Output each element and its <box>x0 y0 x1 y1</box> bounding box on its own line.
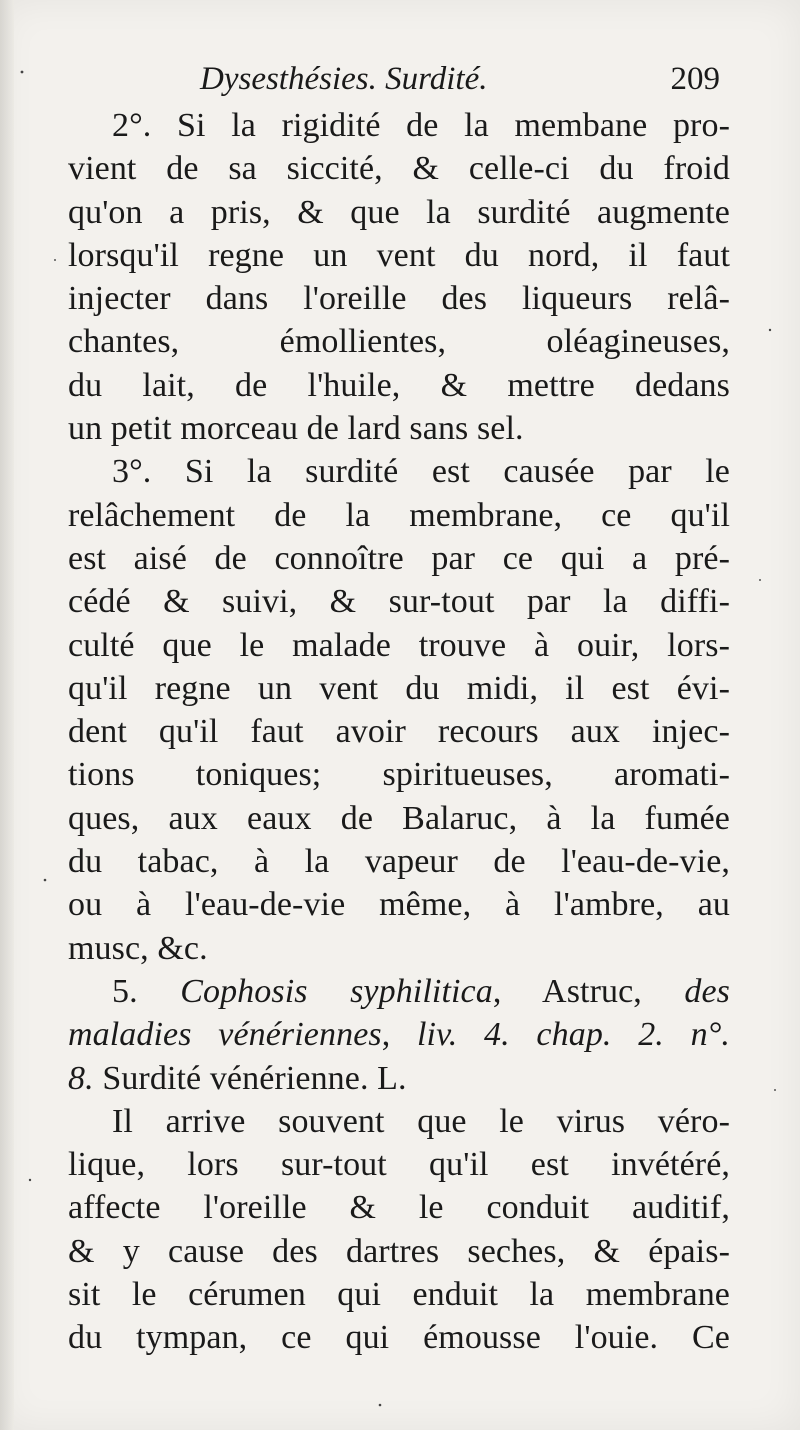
work-title-start: des <box>684 972 731 1010</box>
comma: , <box>381 1016 391 1054</box>
latin-term: Cophosis syphilitica <box>180 972 493 1010</box>
text-line: affecte l'oreille & le conduit auditif, <box>68 1189 730 1227</box>
page-header <box>200 48 720 98</box>
text-line: lique, lors sur-tout qu'il est invétéré, <box>68 1146 730 1184</box>
text-line: cédé & suivi, & sur-tout par la diffi- <box>68 583 730 621</box>
text-line: ques, aux eaux de Balaruc, à la fumée <box>68 799 730 837</box>
french-term: Surdité vénérienne. L. <box>102 1059 407 1097</box>
page-binding-edge <box>0 0 14 1430</box>
text-line: chantes, émollientes, oléagineuses, <box>68 323 730 361</box>
text-line: 2°. Si la rigidité de la membane pro- <box>112 107 730 144</box>
text-line: du tabac, à la vapeur de l'eau-de-vie, <box>68 843 730 881</box>
text-line: sit le cérumen qui enduit la membrane <box>68 1276 730 1314</box>
text-line: du lait, de l'huile, & mettre dedans <box>68 366 730 404</box>
work-title: maladies vénériennes <box>68 1016 382 1054</box>
text-line: ou à l'eau-de-vie même, à l'ambre, au <box>68 886 730 924</box>
text-line: est aisé de connoître par ce qui a pré- <box>68 539 730 577</box>
text-line: dent qu'il faut avoir recours aux injec- <box>68 713 730 751</box>
text-line: culté que le malade trouve à ouir, lors- <box>68 626 730 664</box>
text-line: vient de sa siccité, & celle-ci du froid <box>68 150 730 188</box>
citation-location: liv. 4. chap. 2. n°. <box>417 1016 730 1054</box>
section-5-line-2 <box>68 1013 730 1056</box>
author-reference: , Astruc, <box>492 972 642 1010</box>
text-line: relâchement de la membrane, ce qu'il <box>68 496 730 534</box>
page-number: 209 <box>670 61 720 97</box>
section-number: 5. <box>112 972 138 1010</box>
section-5-line-3 <box>68 1057 730 1100</box>
running-head: Dysesthésies. Surdité. <box>200 61 488 97</box>
text-line: & y cause des dartres seches, & épais- <box>68 1232 730 1270</box>
text-line: du tympan, ce qui émousse l'ouie. Ce <box>68 1319 730 1357</box>
section-5-line-1 <box>68 970 730 1013</box>
text-line: Il arrive souvent que le virus véro- <box>112 1102 730 1140</box>
text-line: qu'il regne un vent du midi, il est évi- <box>68 669 730 707</box>
text-line: lorsqu'il regne un vent du nord, il faut <box>68 236 730 274</box>
text-line: musc, &c. <box>68 929 208 967</box>
citation-number: 8. <box>68 1059 94 1097</box>
text-line: 3°. Si la surdité est causée par le <box>112 453 730 491</box>
text-line: injecter dans l'oreille des liqueurs relâ- <box>68 280 730 318</box>
body-text <box>68 104 730 1360</box>
text-line: tions toniques; spiritueuses, aromati- <box>68 756 730 794</box>
text-line: un petit morceau de lard sans sel. <box>68 410 524 448</box>
text-line: qu'on a pris, & que la surdité augmente <box>68 193 730 231</box>
